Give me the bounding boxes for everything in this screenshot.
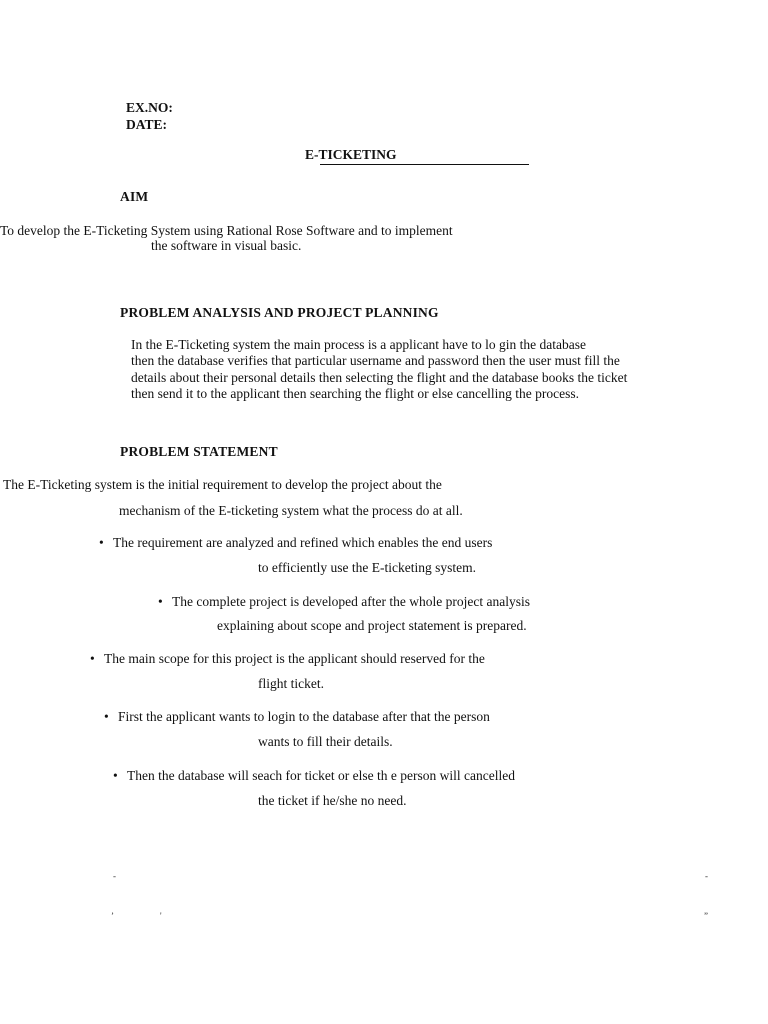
bullet-item-3-cont: flight ticket.	[258, 676, 324, 691]
title-underline-right	[424, 164, 529, 165]
planning-heading: PROBLEM ANALYSIS AND PROJECT PLANNING	[120, 305, 439, 320]
scan-mark: ”	[704, 911, 708, 921]
planning-line-2: then the database verifies that particular username and password then the user must fill the	[131, 353, 620, 368]
bullet-item-4	[104, 709, 490, 725]
planning-line-1: In the E-Ticketing system the main process is a applicant have to lo gin the database	[131, 337, 587, 352]
bullet-item-5-cont: the ticket if he/she no need.	[258, 793, 407, 808]
bullet-item-5-text: Then the database will seach for ticket or else th e person will cancelled	[127, 768, 515, 783]
statement-intro-line-2: mechanism of the E-ticketing system what the process do at all.	[119, 503, 463, 518]
scan-mark: '	[160, 911, 162, 921]
bullet-item-2-text: The complete project is developed after the whole project analysis	[172, 594, 530, 609]
bullet-item-2-cont: explaining about scope and project statement is prepared.	[217, 618, 527, 633]
scan-mark: -	[113, 871, 116, 881]
planning-line-4: then send it to the applicant then searching the flight or else cancelling the process.	[131, 386, 579, 401]
bullet-item-1-cont: to efficiently use the E-ticketing system.	[258, 560, 476, 575]
bullet-item-4-text: First the applicant wants to login to the database after that the person	[118, 709, 490, 724]
date-label: DATE:	[126, 117, 168, 132]
bullet-item-4-cont: wants to fill their details.	[258, 734, 393, 749]
planning-line-3: details about their personal details then selecting the flight and the database books the ticket	[131, 370, 628, 385]
document-title: E-TICKETING	[305, 147, 397, 162]
aim-text-line-2: the software in visual basic.	[151, 238, 302, 253]
bullet-item-1-text: The requirement are analyzed and refined which enables the end users	[113, 535, 493, 550]
ex-no-label: EX.NO:	[126, 100, 173, 115]
bullet-item-2	[158, 594, 530, 610]
aim-text-line-1: To develop the E-Ticketing System using Rational Rose Software and to implement	[0, 223, 453, 238]
bullet-item-5	[113, 768, 515, 784]
scan-mark: -	[705, 871, 708, 881]
bullet-item-1	[99, 535, 492, 551]
bullet-item-3	[90, 651, 485, 667]
scan-mark: ’	[111, 911, 114, 921]
title-underline-left	[320, 164, 424, 165]
aim-heading: AIM	[120, 189, 149, 204]
bullet-item-3-text: The main scope for this project is the applicant should reserved for the	[104, 651, 485, 666]
statement-heading: PROBLEM STATEMENT	[120, 444, 278, 459]
statement-intro-line-1: The E-Ticketing system is the initial requirement to develop the project about the	[3, 477, 442, 492]
